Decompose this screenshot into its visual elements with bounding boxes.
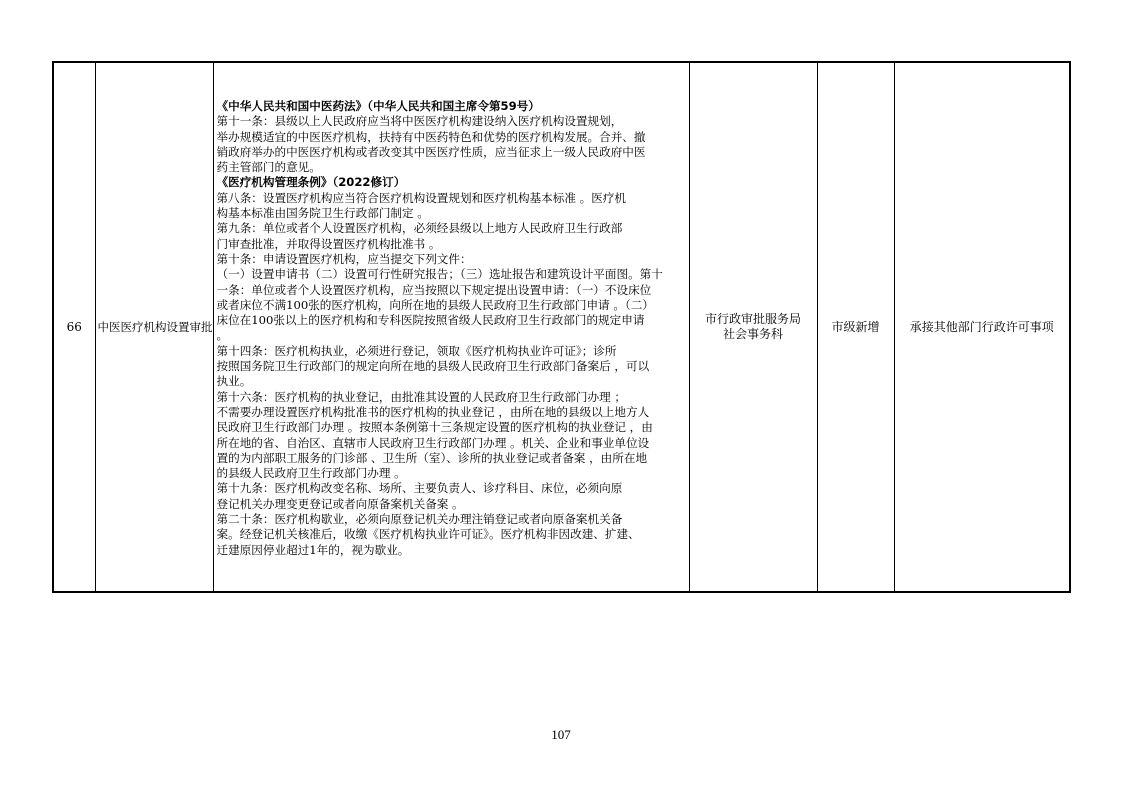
item-name: 中医医疗机构设置审批 <box>97 319 213 334</box>
item-name-cell <box>95 62 213 592</box>
row-number-cell <box>53 62 95 592</box>
policy-table <box>52 61 1071 593</box>
basis-line: 执业。 <box>216 374 252 389</box>
basis-line: 第二十条：医疗机构歇业，必须向原登记机关办理注销登记或者向原备案机关备 <box>216 512 623 527</box>
basis-line: 第十一条：县级以上人民政府应当将中医医疗机构建设纳入医疗机构设置规划， <box>216 114 623 129</box>
basis-line: 所在地的省、自治区、直辖市人民政府卫生行政部门办理 。机关、企业和事业单位设 <box>216 435 650 450</box>
basis-line: 的县级人民政府卫生行政部门办理 。 <box>216 466 406 481</box>
basis-line: 案。经登记机关核准后，收缴《医疗机构执业许可证》。医疗机构非因改建、扩建、 <box>216 527 640 542</box>
basis-line: 门审查批准，并取得设置医疗机构批准书 。 <box>216 236 441 251</box>
basis-line: 药主管部门的意见。 <box>216 160 321 175</box>
table-row <box>53 62 1070 592</box>
law-title-tcm: 《中华人民共和国中医药法》（中华人民共和国主席令第59号） <box>216 99 540 113</box>
basis-line: 一条：单位或者个人设置医疗机构，应当按照以下规定提出设置申请：（一）不设床位 <box>216 282 652 297</box>
basis-line: 按照国务院卫生行政部门的规定向所在地的县级人民政府卫生行政部门备案后 ，可以 <box>216 359 650 374</box>
basis-line: 销政府举办的中医医疗机构或者改变其中医医疗性质，应当征求上一级人民政府中医 <box>216 144 646 159</box>
basis-line: 。 <box>216 328 229 343</box>
basis-line: 第八条：设置医疗机构应当符合医疗机构设置规划和医疗机构基本标准 。医疗机 <box>216 190 626 205</box>
basis-line: 或者床位不满100张的医疗机构，向所在地的县级人民政府卫生行政部门申请 。（二） <box>216 297 654 312</box>
basis-line: 第十六条：医疗机构的执业登记，由批准其设置的人民政府卫生行政部门办理 ； <box>216 389 626 404</box>
basis-line: 床位在100张以上的医疗机构和专科医院按照省级人民政府卫生行政部门的规定申请 <box>216 313 645 328</box>
note: 承接其他部门行政许可事项 <box>909 319 1054 334</box>
basis-line: 民政府卫生行政部门办理 。按照本条例第十三条规定设置的医疗机构的执业登记 ，由 <box>216 420 653 435</box>
row-number: 66 <box>66 319 82 334</box>
basis-line: 迁建原因停业超过1年的，视为歇业。 <box>216 542 410 557</box>
department-cell <box>689 62 817 592</box>
basis-line: 第九条：单位或者个人设置医疗机构，必须经县级以上地方人民政府卫生行政部 <box>216 221 623 236</box>
legal-basis-cell <box>213 62 689 592</box>
basis-line: 举办规模适宜的中医医疗机构，扶持有中医药特色和优势的医疗机构发展。合并、撤 <box>216 129 646 144</box>
basis-line: 置的为内部职工服务的门诊部 、卫生所（室）、诊所的执业登记或者备案 ，由所在地 <box>216 450 648 465</box>
basis-line: 第十四条：医疗机构执业，必须进行登记，领取《医疗机构执业许可证》；诊所 <box>216 343 617 358</box>
level: 市级新增 <box>831 319 880 334</box>
basis-line: 第十九条：医疗机构改变名称、场所、主要负责人、诊疗科目、床位，必须向原 <box>216 481 623 496</box>
basis-line: 构基本标准由国务院卫生行政部门制定 。 <box>216 206 429 221</box>
legal-basis-text <box>217 99 689 558</box>
department: 市行政审批服务局社会事务科 <box>704 312 801 341</box>
basis-line: 登记机关办理变更登记或者向原备案机关备案 。 <box>216 496 464 511</box>
law-title-medical-institution: 《医疗机构管理条例》（2022修订） <box>216 175 406 190</box>
level-cell <box>817 62 894 592</box>
basis-line: （一）设置申请书（二）设置可行性研究报告；（三）选址报告和建筑设计平面图。第十 <box>216 267 663 282</box>
note-cell <box>894 62 1070 592</box>
basis-line: 第十条：申请设置医疗机构，应当提交下列文件： <box>216 251 472 266</box>
basis-line: 不需要办理设置医疗机构批准书的医疗机构的执业登记 ，由所在地的县级以上地方人 <box>216 404 650 419</box>
page-number: 107 <box>551 727 571 742</box>
